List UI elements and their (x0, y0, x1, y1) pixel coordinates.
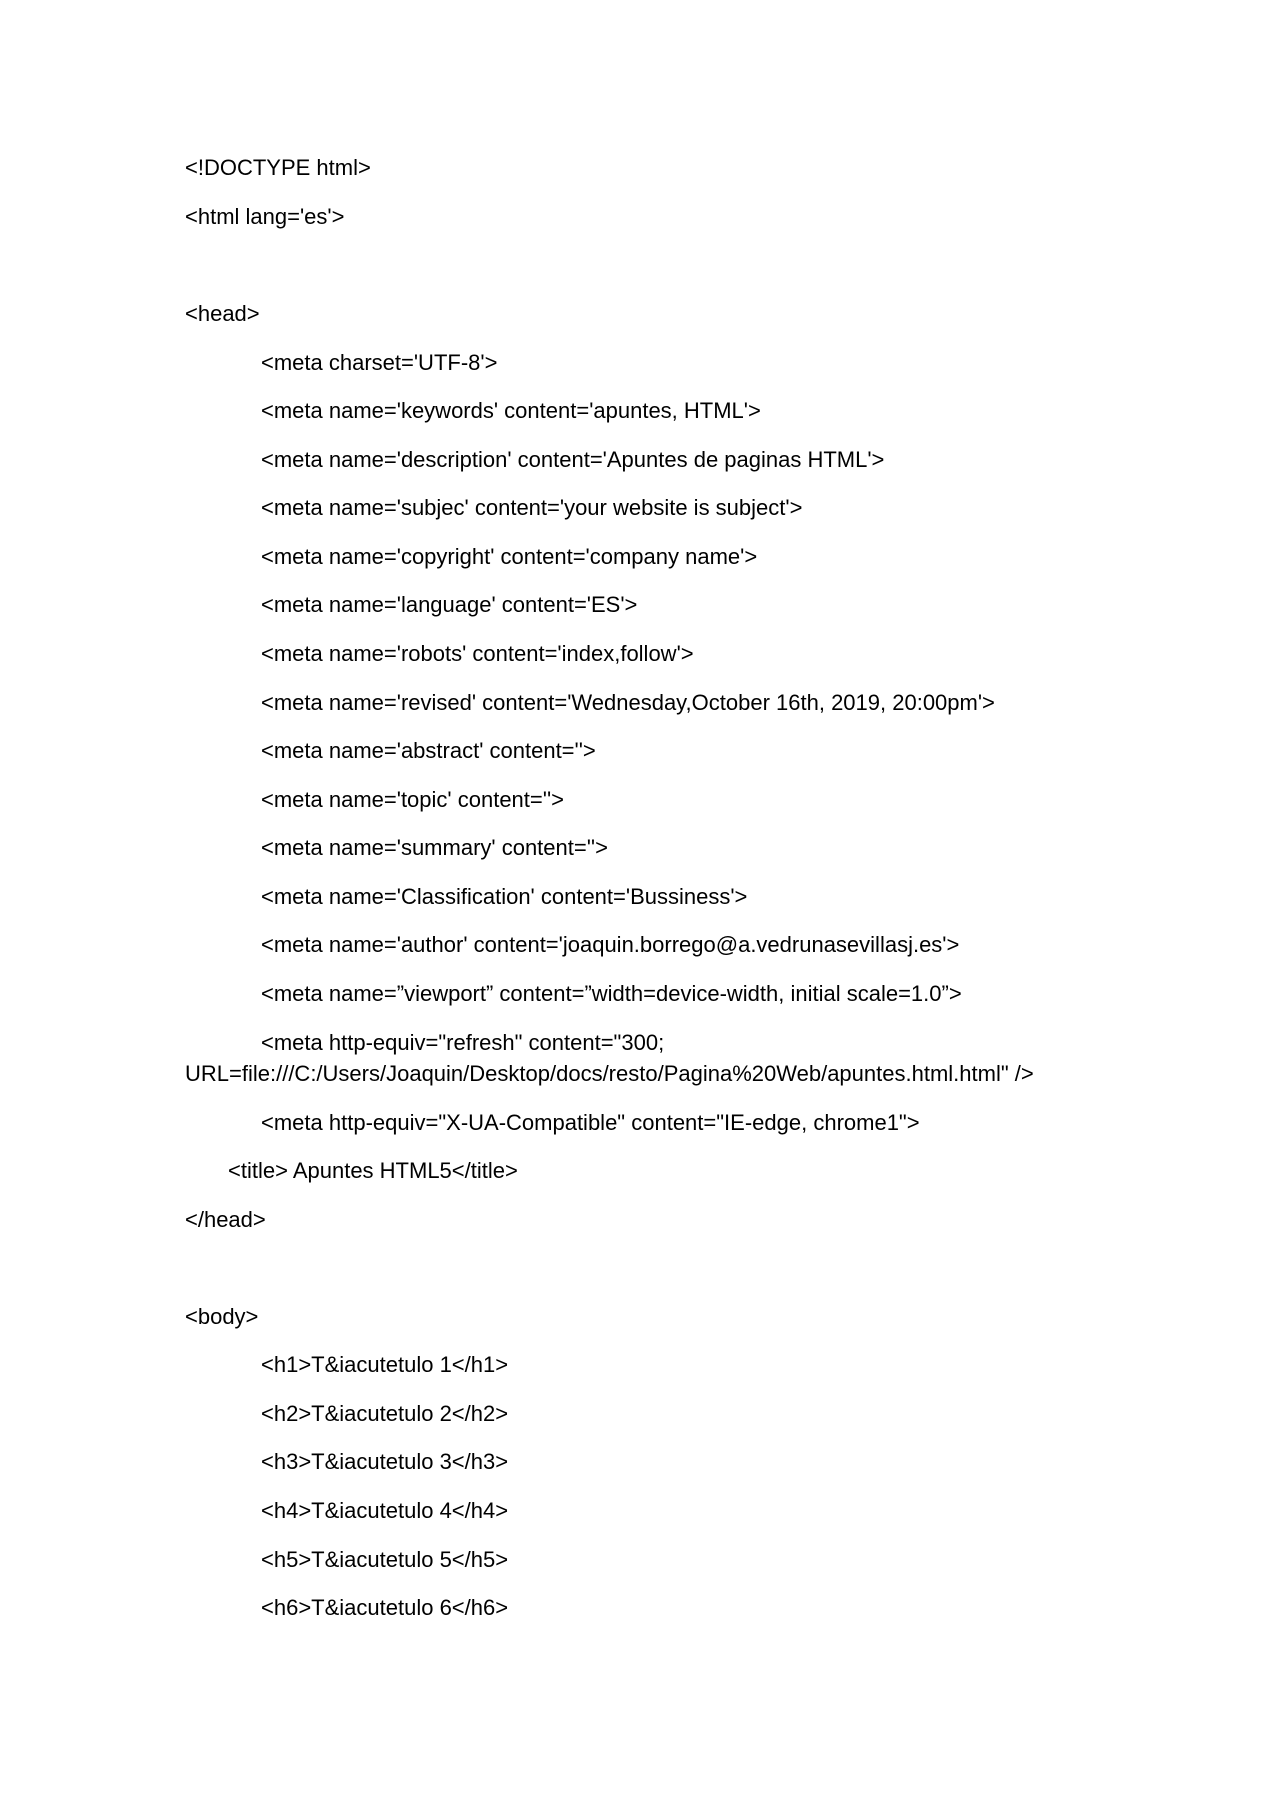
code-line-meta-copyright: <meta name='copyright' content='company name'> (261, 544, 758, 569)
code-line-title: <title> Apuntes HTML5</title> (228, 1158, 518, 1183)
code-line-meta-refresh: <meta http-equiv="refresh" content="300; (261, 1030, 665, 1055)
code-line-doctype: <!DOCTYPE html> (185, 155, 371, 180)
code-line-meta-revised: <meta name='revised' content='Wednesday,October 16th, 2019, 20:00pm'> (261, 690, 995, 715)
code-line-meta-author: <meta name='author' content='joaquin.borrego@a.vedrunasevillasj.es'> (261, 932, 960, 957)
code-line-h1: <h1>T&iacutetulo 1</h1> (261, 1352, 509, 1377)
code-line-meta-subjec: <meta name='subjec' content='your website is subject'> (261, 495, 803, 520)
code-line-meta-language: <meta name='language' content='ES'> (261, 592, 638, 617)
code-line-meta-topic: <meta name='topic' content=''> (261, 787, 564, 812)
code-line-h5: <h5>T&iacutetulo 5</h5> (261, 1547, 509, 1572)
code-line-meta-classification: <meta name='Classification' content='Bussiness'> (261, 884, 748, 909)
code-line-meta-summary: <meta name='summary' content=''> (261, 835, 608, 860)
code-line-meta-viewport: <meta name=”viewport” content=”width=device-width, initial scale=1.0”> (261, 981, 962, 1006)
code-line-h3: <h3>T&iacutetulo 3</h3> (261, 1449, 509, 1474)
code-line-meta-description: <meta name='description' content='Apuntes de paginas HTML'> (261, 447, 885, 472)
code-line-meta-x-ua-compatible: <meta http-equiv="X-UA-Compatible" content="IE-edge, chrome1"> (261, 1110, 920, 1135)
code-line-meta-charset: <meta charset='UTF-8'> (261, 350, 498, 375)
code-line-h4: <h4>T&iacutetulo 4</h4> (261, 1498, 509, 1523)
code-line-meta-robots: <meta name='robots' content='index,follow'> (261, 641, 694, 666)
code-line-head-close: </head> (185, 1207, 266, 1232)
code-line-meta-abstract: <meta name='abstract' content=''> (261, 738, 596, 763)
code-line-h6: <h6>T&iacutetulo 6</h6> (261, 1595, 509, 1620)
code-line-body-open: <body> (185, 1304, 259, 1329)
code-line-meta-refresh-url: URL=file:///C:/Users/Joaquin/Desktop/docs/resto/Pagina%20Web/apuntes.html.html" /> (185, 1061, 1034, 1086)
code-line-meta-keywords: <meta name='keywords' content='apuntes, HTML'> (261, 398, 761, 423)
code-line-head-open: <head> (185, 301, 260, 326)
code-line-h2: <h2>T&iacutetulo 2</h2> (261, 1401, 509, 1426)
code-line-html-open: <html lang='es'> (185, 204, 345, 229)
